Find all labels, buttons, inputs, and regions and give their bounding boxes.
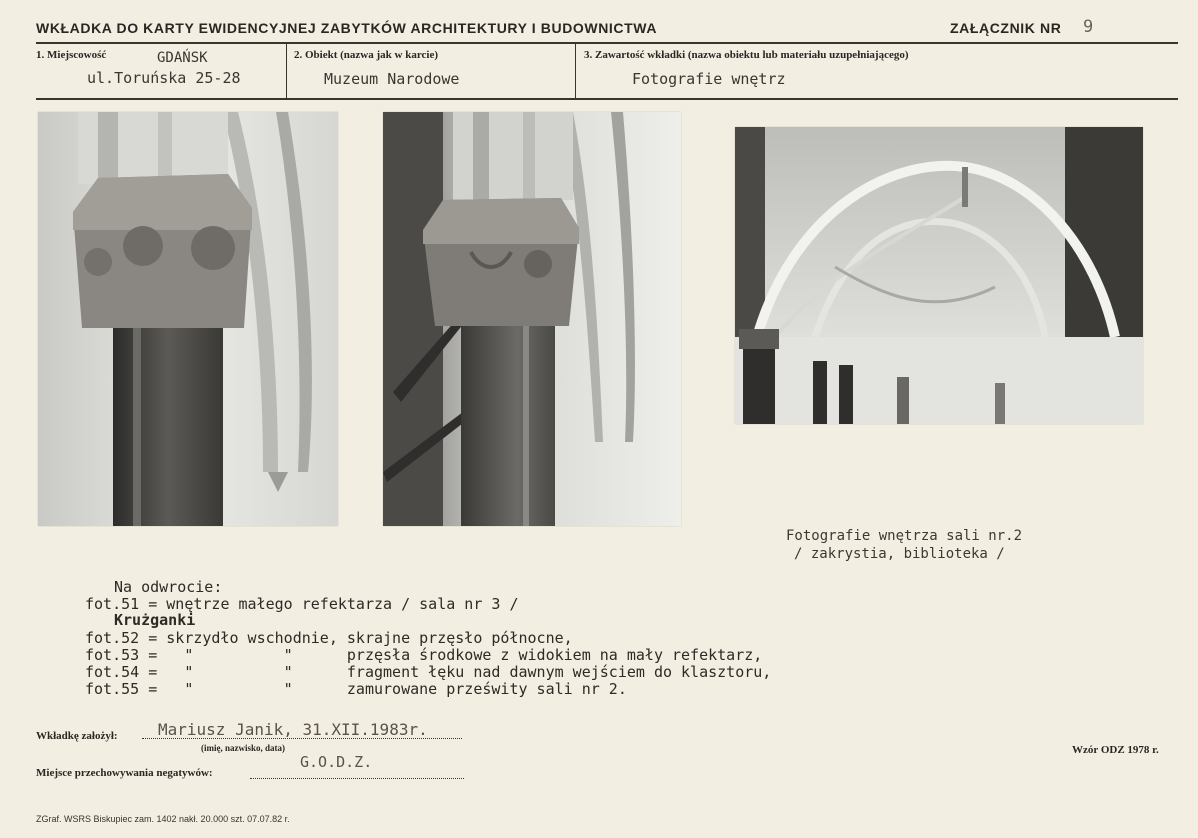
locality-street: ul.Toruńska 25-28	[87, 69, 241, 87]
photo-caption-line2: / zakrystia, biblioteka /	[794, 546, 1005, 562]
author-value: Mariusz Janik, 31.XII.1983r.	[158, 720, 428, 739]
reverse-subheading: Krużganki	[114, 611, 196, 629]
reverse-row-2: fot.52 = skrzydło wschodnie, skrajne przęsło północne,	[85, 629, 573, 647]
object-label: 2. Obiekt (nazwa jak w karcie)	[294, 49, 439, 61]
storage-dotted-line	[250, 778, 464, 779]
printer-imprint: ZGraf. WSRS Biskupiec zam. 1402 nakł. 20.000 szt. 07.07.82 r.	[36, 814, 290, 824]
annex-label: ZAŁĄCZNIK NR	[950, 20, 1062, 36]
vaulted-hall-photo	[735, 127, 1143, 424]
storage-value: G.O.D.Z.	[300, 753, 373, 771]
locality-city: GDAŃSK	[157, 50, 208, 66]
storage-label: Miejsce przechowywania negatywów:	[36, 767, 213, 779]
reverse-row-1: fot.51 = wnętrze małego refektarza / sala nr 3 /	[85, 595, 519, 613]
header-rule-top	[36, 42, 1178, 44]
annex-number: 9	[1083, 17, 1094, 37]
photo-caption-line1: Fotografie wnętrza sali nr.2	[786, 528, 1023, 544]
pier-capital-middle-photo	[383, 112, 681, 526]
author-dotted-line	[142, 738, 462, 739]
form-title: WKŁADKA DO KARTY EWIDENCYJNEJ ZABYTKÓW ARCHITEKTURY I BUDOWNICTWA	[36, 20, 658, 36]
content-label: 3. Zawartość wkładki (nazwa obiektu lub materiału uzupełniającego)	[584, 49, 909, 61]
header-rule-bottom	[36, 98, 1178, 100]
form-model: Wzór ODZ 1978 r.	[1072, 744, 1159, 756]
reverse-row-4: fot.54 = " " fragment łęku nad dawnym wejściem do klasztoru,	[85, 663, 772, 681]
header-divider-1	[286, 43, 287, 99]
author-hint: (imię, nazwisko, data)	[201, 743, 285, 753]
reverse-row-3: fot.53 = " " przęsła środkowe z widokiem na mały refektarz,	[85, 646, 763, 664]
header-divider-2	[575, 43, 576, 99]
pier-capital-left-photo	[38, 112, 338, 526]
reverse-heading: Na odwrocie:	[114, 578, 223, 596]
object-value: Muzeum Narodowe	[324, 70, 460, 88]
reverse-row-5: fot.55 = " " zamurowane prześwity sali nr 2.	[85, 680, 627, 698]
content-value: Fotografie wnętrz	[632, 70, 786, 88]
author-label: Wkładkę założył:	[36, 730, 118, 742]
locality-label: 1. Miejscowość	[36, 49, 107, 61]
